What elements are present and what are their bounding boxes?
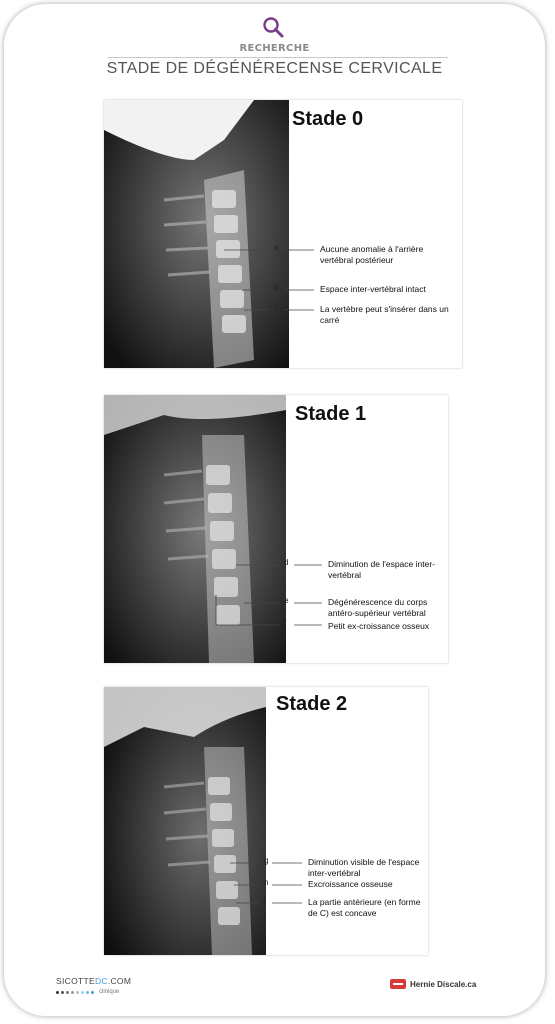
stage-title: Stade 2: [276, 693, 348, 715]
annotation-text: Petit ex-croissance osseux: [328, 621, 430, 631]
annotation-text: La partie antérieure (en forme de C) est concave: [308, 897, 421, 918]
stage-panel-0: [104, 100, 462, 368]
annotation-letter: d: [284, 558, 289, 567]
annotation-text: Excroissance osseuse: [308, 879, 393, 889]
infographic-card: [4, 4, 545, 1016]
brand-dots: [56, 989, 131, 995]
annotation-text: La vertèbre peut s'insérer dans un carré: [320, 304, 449, 325]
sicotte-logo: [56, 976, 131, 995]
stage-title: Stade 1: [295, 403, 367, 425]
annotation-letter: f: [284, 618, 287, 627]
annotation-text: Diminution visible de l'espace inter-vertébral: [308, 857, 420, 878]
annotation-text: Aucune anomalie à l'arrière vertébral postérieur: [320, 244, 424, 265]
header-divider: [108, 57, 448, 58]
annotation-text: Diminution de l'espace inter-vertébral: [328, 559, 435, 580]
annotation-letter: b: [274, 283, 279, 292]
annotation-letter: c: [274, 303, 278, 312]
section-label: RECHERCHE: [239, 43, 310, 54]
annotation-text: Espace inter-vertébral intact: [320, 284, 426, 294]
page-title: STADE DE DÉGÉNÉRECENSE CERVICALE: [106, 60, 443, 77]
stage-title: Stade 0: [292, 108, 364, 130]
stage-panel-1: [104, 395, 448, 663]
brand-name: SICOTTEDC.COM: [56, 976, 132, 986]
annotation-letter: e: [284, 596, 289, 605]
hernie-discale-logo: [390, 979, 476, 989]
annotation-letter: h: [264, 878, 269, 887]
annotation-letter: i: [264, 896, 266, 905]
annotation-letter: g: [264, 856, 269, 865]
brand-sub: clinique: [99, 989, 120, 995]
stage-panel-2: [104, 687, 428, 955]
annotation-text: Dégénérescence du corps antéro-supérieur vertébral: [328, 597, 428, 618]
search-icon: [260, 14, 286, 40]
leader-line-a: [104, 100, 462, 368]
partner-name: Hernie Discale.ca: [410, 979, 477, 989]
hernie-discale-logo-icon: [390, 979, 406, 989]
annotation-letter: a: [274, 243, 279, 252]
